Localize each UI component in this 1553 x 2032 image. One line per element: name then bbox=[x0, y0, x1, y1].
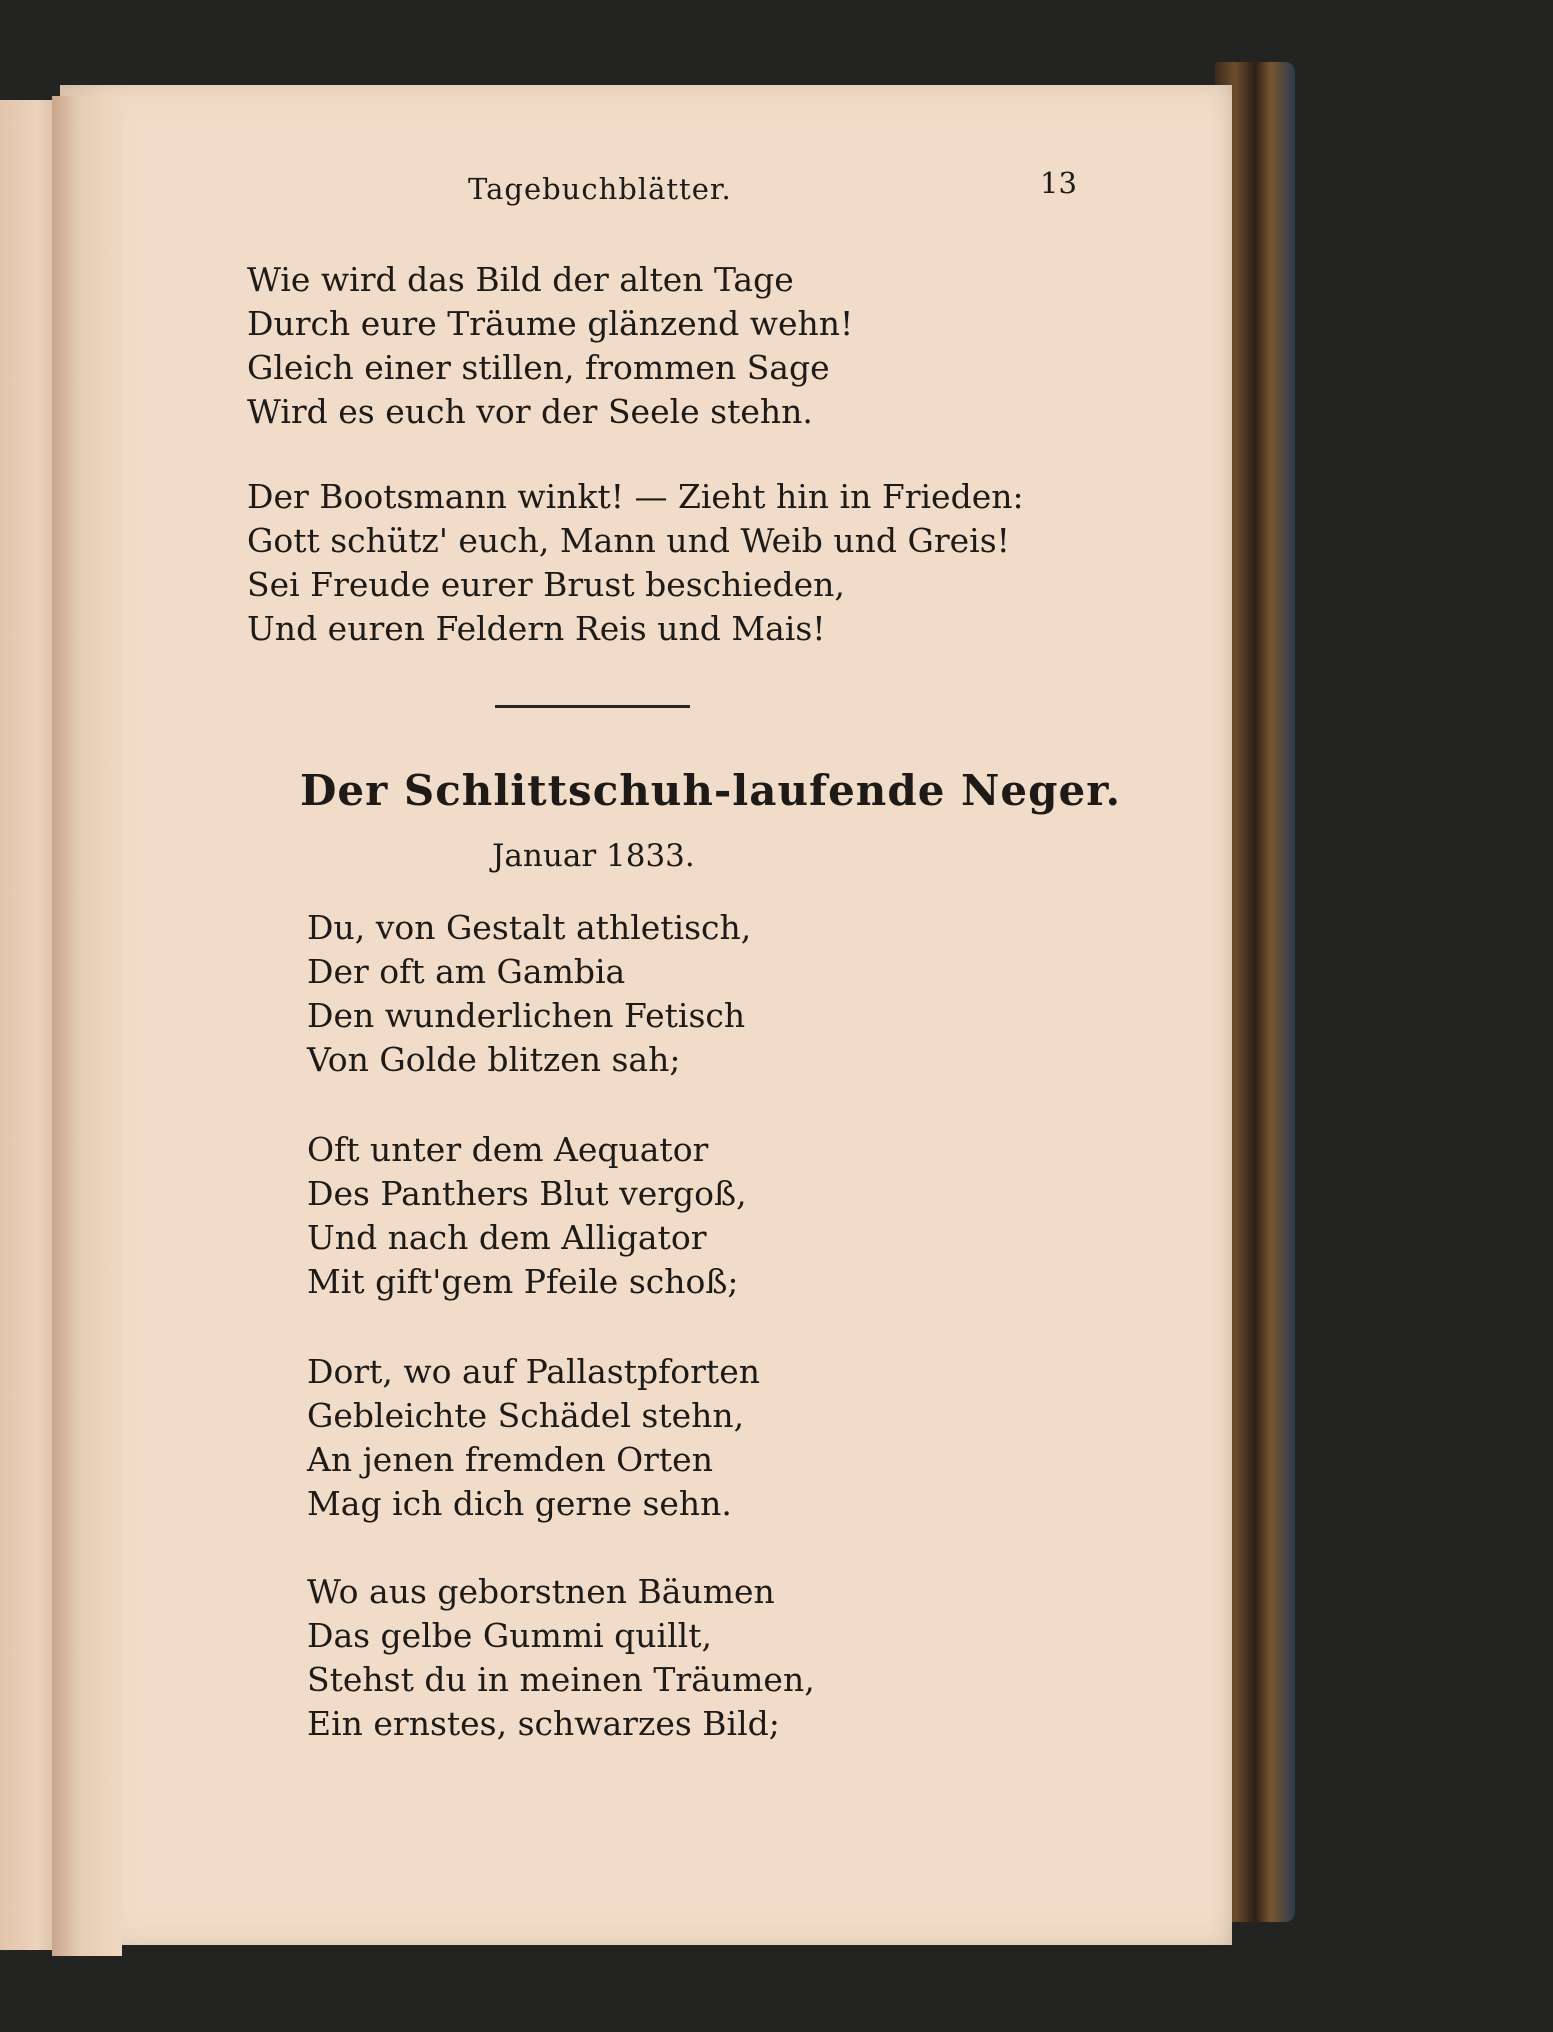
stanza bbox=[247, 475, 1024, 651]
stanza bbox=[307, 1570, 815, 1746]
verse-line: Gleich einer stillen, frommen Sage bbox=[247, 348, 830, 387]
verse-line: Gott schütz' euch, Mann und Weib und Greis! bbox=[247, 521, 1010, 560]
page-gutter bbox=[52, 96, 122, 1956]
verse-line: Und euren Feldern Reis und Mais! bbox=[247, 609, 826, 648]
verse-line: Stehst du in meinen Träumen, bbox=[307, 1660, 815, 1699]
section-divider bbox=[495, 705, 690, 708]
stanza bbox=[307, 1128, 747, 1304]
running-head: Tagebuchblätter. bbox=[468, 172, 732, 206]
verse-line: Den wunderlichen Fetisch bbox=[307, 996, 746, 1035]
verse-line: Du, von Gestalt athletisch, bbox=[307, 908, 752, 947]
page-number: 13 bbox=[1040, 166, 1077, 200]
verse-line: Der Bootsmann winkt! — Zieht hin in Frieden: bbox=[247, 477, 1024, 516]
verse-line: Durch eure Träume glänzend wehn! bbox=[247, 304, 854, 343]
verse-line: Wo aus geborstnen Bäumen bbox=[307, 1572, 775, 1611]
verse-line: Ein ernstes, schwarzes Bild; bbox=[307, 1704, 780, 1743]
verse-line: Des Panthers Blut vergoß, bbox=[307, 1174, 747, 1213]
verse-line: Mit gift'gem Pfeile schoß; bbox=[307, 1262, 739, 1301]
verse-line: Der oft am Gambia bbox=[307, 952, 626, 991]
poem-date: Januar 1833. bbox=[492, 838, 695, 874]
stanza bbox=[247, 258, 853, 434]
verse-line: Wie wird das Bild der alten Tage bbox=[247, 260, 794, 299]
verse-line: Das gelbe Gummi quillt, bbox=[307, 1616, 712, 1655]
verse-line: Oft unter dem Aequator bbox=[307, 1130, 709, 1169]
verse-line: Dort, wo auf Pallastpforten bbox=[307, 1352, 760, 1391]
verse-line: An jenen fremden Orten bbox=[307, 1440, 713, 1479]
verse-line: Mag ich dich gerne sehn. bbox=[307, 1484, 732, 1523]
stanza bbox=[307, 906, 751, 1082]
verse-line: Von Golde blitzen sah; bbox=[307, 1040, 681, 1079]
verse-line: Sei Freude eurer Brust beschieden, bbox=[247, 565, 845, 604]
poem-title: Der Schlittschuh-laufende Neger. bbox=[300, 766, 1122, 815]
verse-line: Wird es euch vor der Seele stehn. bbox=[247, 392, 813, 431]
stanza bbox=[307, 1350, 760, 1526]
verse-line: Und nach dem Alligator bbox=[307, 1218, 707, 1257]
verse-line: Gebleichte Schädel stehn, bbox=[307, 1396, 745, 1435]
